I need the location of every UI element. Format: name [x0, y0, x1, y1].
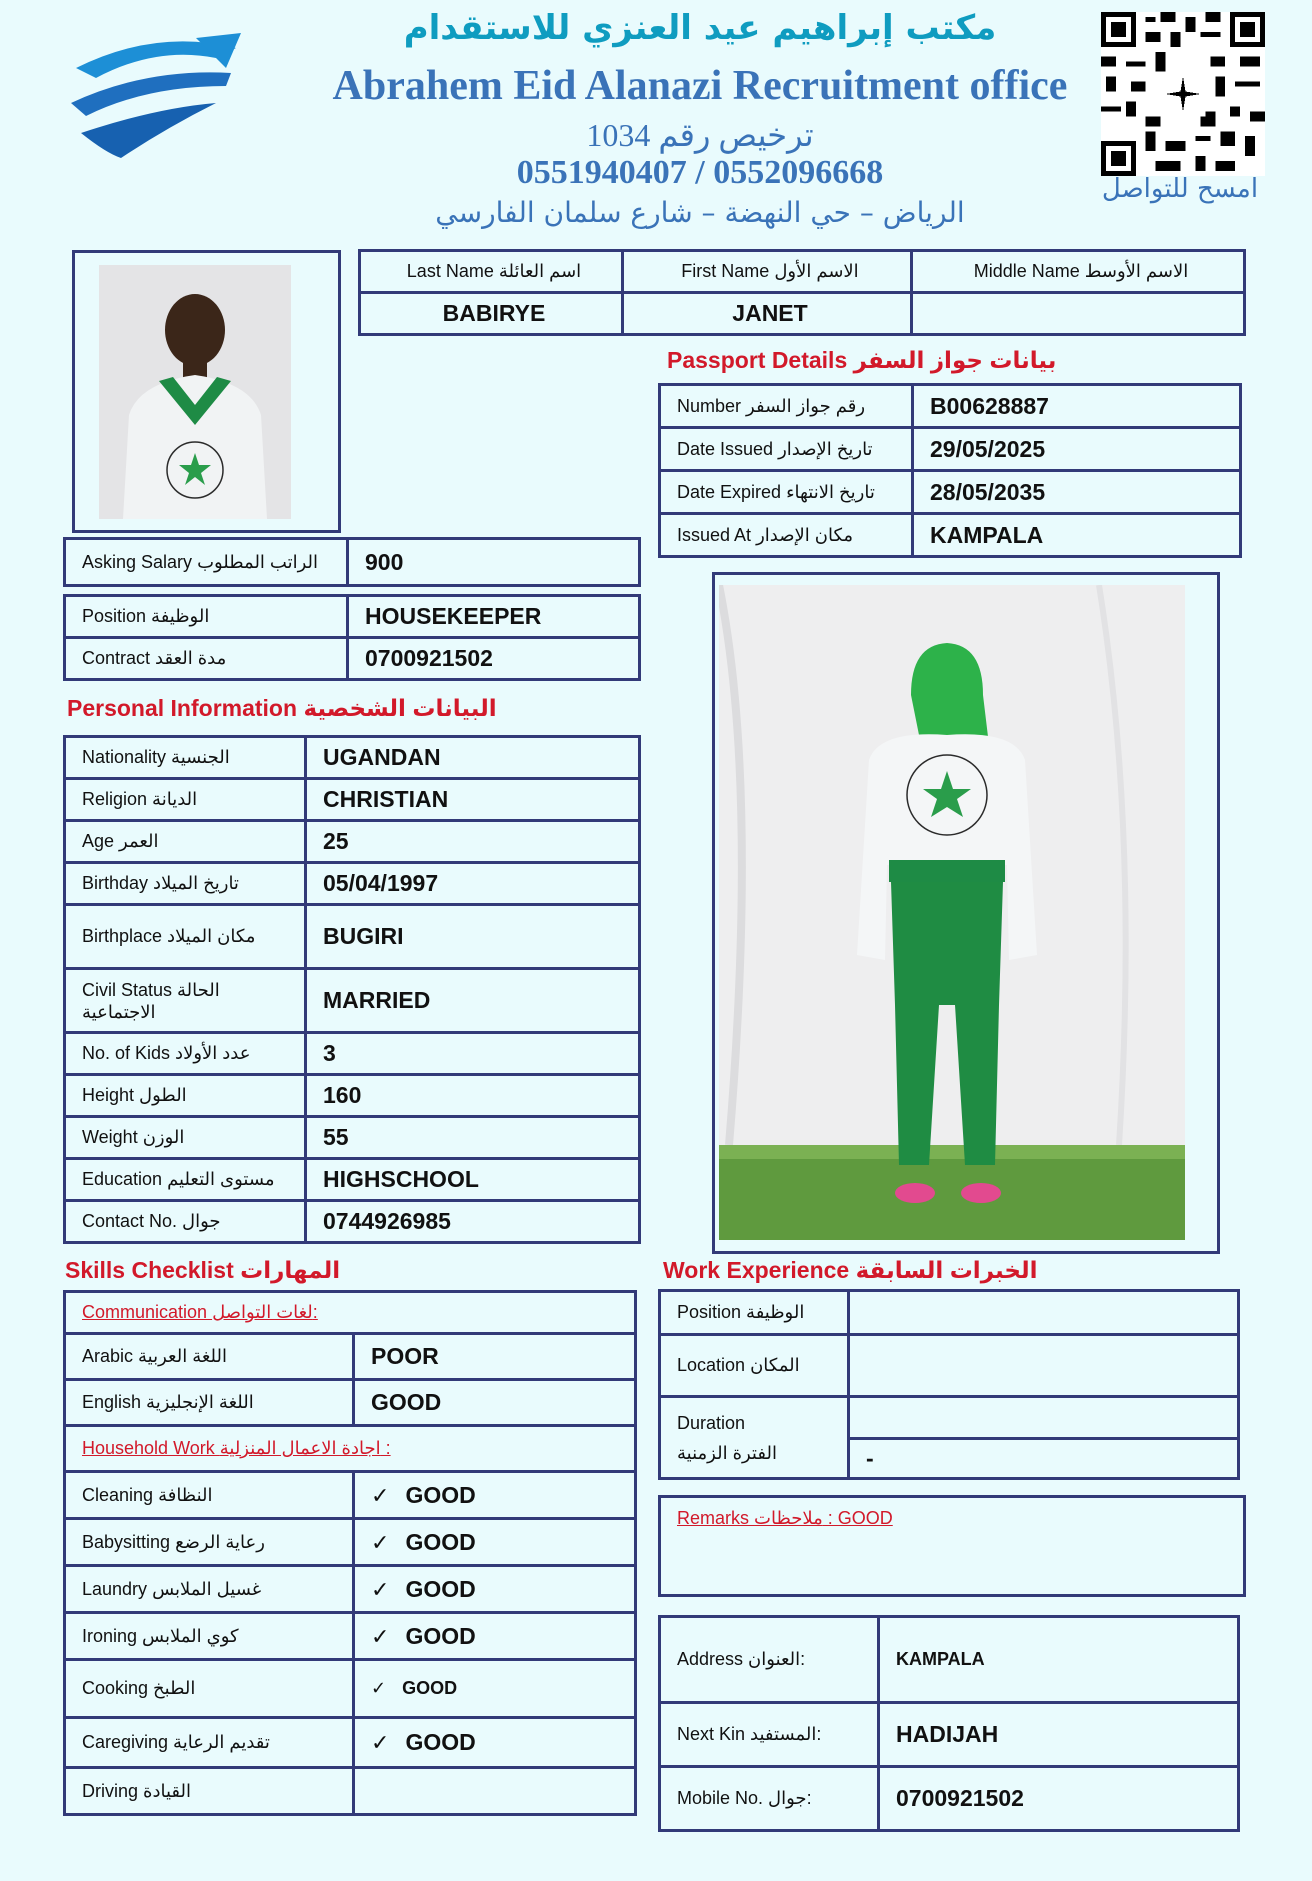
contract-label: Contract مدة العقد — [65, 638, 348, 680]
company-logo — [66, 28, 246, 168]
education-value: HIGHSCHOOL — [306, 1159, 640, 1201]
babysitting-label: Babysitting رعاية الرضع — [65, 1519, 354, 1566]
position-label: Position الوظيفة — [65, 596, 348, 638]
qr-code[interactable] — [1100, 12, 1266, 176]
remarks-box — [658, 1495, 1246, 1597]
company-title: Abrahem Eid Alanazi Recruitment office — [332, 63, 1068, 109]
personal-table — [63, 735, 641, 1244]
laundry-value: GOOD — [405, 1575, 476, 1602]
salary-table — [63, 537, 641, 587]
passport-number-label: Number رقم جواز السفر — [660, 385, 913, 428]
caregiving-label: Caregiving تقديم الرعاية — [65, 1718, 354, 1768]
check-icon: ✓ — [371, 1678, 387, 1698]
date-issued-value: 29/05/2025 — [913, 428, 1241, 471]
height-label: Height الطول — [65, 1075, 306, 1117]
work-experience-title: Work Experience الخبرات السابقة — [663, 1257, 1038, 1283]
issued-at-value: KAMPALA — [913, 514, 1241, 557]
contact-number-value: 0744926985 — [306, 1201, 640, 1243]
contact-table — [658, 1615, 1240, 1832]
next-kin-label: Next Kin المستفيد: — [660, 1703, 879, 1767]
skills-section-title: Skills Checklist المهارات — [65, 1257, 341, 1283]
asking-salary-label: Asking Salary الراتب المطلوب — [65, 539, 348, 586]
first-name-value: JANET — [623, 293, 912, 335]
office-address: الرياض – حي النهضة – شارع سلمان الفارسي — [435, 196, 965, 229]
passport-table — [658, 383, 1242, 558]
arabic-title: مكتب إبراهيم عيد العنزي للاستقدام — [403, 8, 997, 48]
age-value: 25 — [306, 821, 640, 863]
english-label: English اللغة الإنجليزية — [65, 1380, 354, 1426]
birthplace-value: BUGIRI — [306, 905, 640, 969]
address-label: Address العنوان: — [660, 1617, 879, 1703]
we-duration-top — [849, 1397, 1239, 1439]
check-icon: ✓ — [371, 1730, 390, 1755]
we-duration-label: Duration — [677, 1412, 746, 1433]
education-label: Education مستوى التعليم — [65, 1159, 306, 1201]
remarks-text: Remarks ملاحظات : GOOD — [677, 1508, 893, 1528]
position-value: HOUSEKEEPER — [348, 596, 640, 638]
check-icon: ✓ — [371, 1576, 390, 1602]
issued-at-label: Issued At مكان الإصدار — [660, 514, 913, 557]
date-expired-label: Date Expired تاريخ الانتهاء — [660, 471, 913, 514]
address-value: KAMPALA — [879, 1617, 1239, 1703]
ironing-label: Ironing كوي الملابس — [65, 1613, 354, 1660]
last-name-value: BABIRYE — [360, 293, 623, 335]
passport-section-title: Passport Details بيانات جواز السفر — [667, 347, 1057, 373]
religion-label: Religion الديانة — [65, 779, 306, 821]
birthday-value: 05/04/1997 — [306, 863, 640, 905]
age-label: Age العمر — [65, 821, 306, 863]
contact-number-label: Contact No. جوال — [65, 1201, 306, 1243]
phone-numbers: 0551940407 / 0552096668 — [516, 154, 884, 191]
job-table — [63, 594, 641, 681]
we-location-label: Location المكان — [660, 1335, 849, 1397]
religion-value: CHRISTIAN — [306, 779, 640, 821]
civil-status-label: Civil Status الحالة الاجتماعية — [65, 969, 306, 1033]
check-icon: ✓ — [371, 1623, 390, 1649]
name-table — [358, 249, 1246, 336]
we-position-label: Position الوظيفة — [660, 1291, 849, 1335]
arabic-value: POOR — [354, 1334, 636, 1380]
check-icon: ✓ — [371, 1482, 390, 1508]
contract-value: 0700921502 — [348, 638, 640, 680]
we-position-value — [849, 1291, 1239, 1335]
last-name-label: Last Name اسم العائلة — [360, 251, 623, 293]
mobile-value: 0700921502 — [879, 1767, 1239, 1831]
driving-value — [354, 1768, 636, 1815]
work-experience-table — [658, 1289, 1240, 1480]
laundry-label: Laundry غسيل الملابس — [65, 1566, 354, 1613]
ironing-value: GOOD — [405, 1622, 476, 1649]
asking-salary-value: 900 — [348, 539, 640, 586]
kids-value: 3 — [306, 1033, 640, 1075]
birthday-label: Birthday تاريخ الميلاد — [65, 863, 306, 905]
date-expired-value: 28/05/2035 — [913, 471, 1241, 514]
we-duration-value: - — [849, 1439, 1239, 1479]
first-name-label: First Name الاسم الأول — [623, 251, 912, 293]
personal-section-title: Personal Information البيانات الشخصية — [67, 695, 497, 721]
cooking-value: GOOD — [402, 1678, 458, 1698]
english-value: GOOD — [354, 1380, 636, 1426]
nationality-value: UGANDAN — [306, 737, 640, 779]
weight-value: 55 — [306, 1117, 640, 1159]
passport-number-value: B00628887 — [913, 385, 1241, 428]
cooking-label: Cooking الطبخ — [65, 1660, 354, 1718]
skills-table — [63, 1290, 637, 1816]
weight-label: Weight الوزن — [65, 1117, 306, 1159]
mobile-label: Mobile No. جوال: — [660, 1767, 879, 1831]
portrait-photo — [99, 265, 291, 519]
license-number: ترخيص رقم 1034 — [586, 117, 814, 153]
caregiving-value: GOOD — [405, 1729, 476, 1755]
check-icon: ✓ — [371, 1529, 390, 1555]
nationality-label: Nationality الجنسية — [65, 737, 306, 779]
cleaning-value: GOOD — [405, 1481, 476, 1508]
full-body-photo — [719, 585, 1185, 1240]
cleaning-label: Cleaning النظافة — [65, 1472, 354, 1519]
communication-label: Communication لغات التواصل: — [82, 1302, 318, 1322]
kids-label: No. of Kids عدد الأولاد — [65, 1033, 306, 1075]
middle-name-value — [912, 293, 1245, 335]
driving-label: Driving القيادة — [65, 1768, 354, 1815]
middle-name-label: Middle Name الاسم الأوسط — [912, 251, 1245, 293]
we-duration-label-ar: الفترة الزمنية — [677, 1442, 777, 1463]
height-value: 160 — [306, 1075, 640, 1117]
arabic-label: Arabic اللغة العربية — [65, 1334, 354, 1380]
scan-to-contact-label: امسح للتواصل — [1101, 174, 1259, 204]
birthplace-label: Birthplace مكان الميلاد — [65, 905, 306, 969]
we-location-value — [849, 1335, 1239, 1397]
date-issued-label: Date Issued تاريخ الإصدار — [660, 428, 913, 471]
next-kin-value: HADIJAH — [879, 1703, 1239, 1767]
babysitting-value: GOOD — [405, 1528, 476, 1555]
civil-status-value: MARRIED — [306, 969, 640, 1033]
household-label: Household Work اجادة الاعمال المنزلية : — [82, 1438, 391, 1458]
